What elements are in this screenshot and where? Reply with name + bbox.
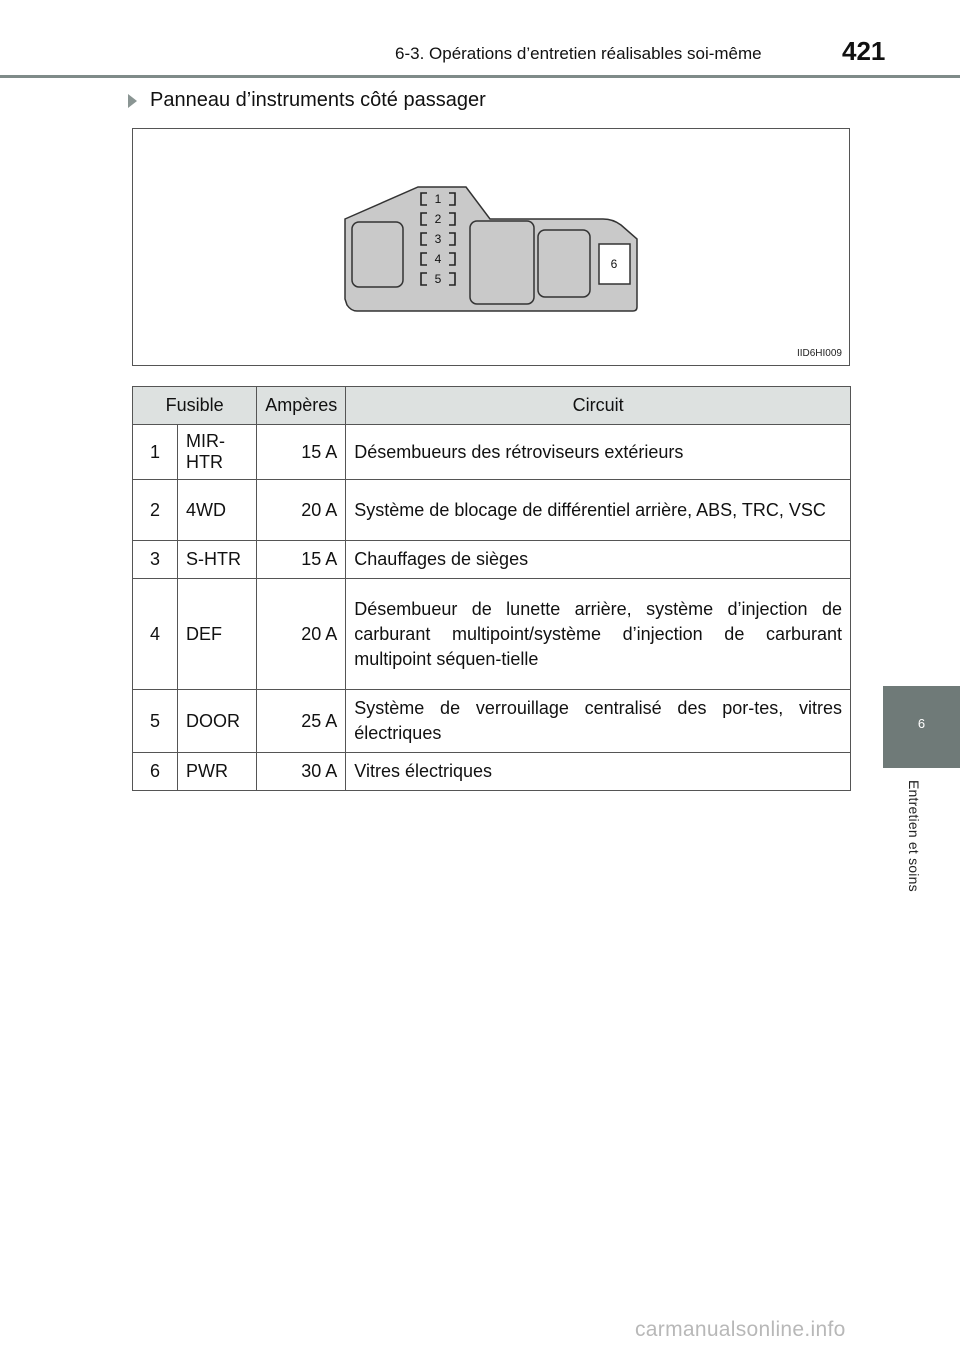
triangle-bullet-icon [128, 94, 137, 108]
table-row [133, 480, 851, 541]
section-heading-text: Panneau d’instruments côté passager [150, 89, 486, 111]
fuse-name: DOOR [178, 690, 257, 753]
fuse-label-5: 5 [434, 272, 442, 286]
chapter-label: Entretien et soins [906, 780, 922, 892]
fuse-amperage: 25 A [257, 690, 346, 753]
fuse-table [132, 386, 851, 791]
fuse-amperage: 20 A [257, 480, 346, 541]
fuse-box-figure [132, 128, 850, 366]
fuse-label-1: 1 [434, 192, 442, 206]
table-row [133, 690, 851, 753]
fuse-name: MIR-HTR [178, 425, 257, 480]
header-fusible: Fusible [133, 387, 257, 425]
header-amperes: Ampères [257, 387, 346, 425]
fuse-number: 6 [133, 753, 178, 791]
fuse-amperage: 15 A [257, 541, 346, 579]
fuse-amperage: 15 A [257, 425, 346, 480]
fuse-label-3: 3 [434, 232, 442, 246]
fuse-amperage: 30 A [257, 753, 346, 791]
table-row [133, 753, 851, 791]
fuse-number: 2 [133, 480, 178, 541]
table-row [133, 425, 851, 480]
fuse-number: 5 [133, 690, 178, 753]
page-number: 421 [842, 36, 886, 66]
fuse-name: S-HTR [178, 541, 257, 579]
watermark: carmanualsonline.info [635, 1318, 846, 1341]
relay-right [538, 230, 590, 297]
fuse-label-2: 2 [434, 212, 442, 226]
fuse-circuit: Chauffages de sièges [346, 541, 851, 579]
chapter-tab [883, 686, 960, 768]
table-row [133, 541, 851, 579]
header-circuit: Circuit [346, 387, 851, 425]
fuse-name: DEF [178, 579, 257, 690]
fuse-box-diagram [133, 129, 849, 365]
fuse-circuit: Vitres électriques [346, 753, 851, 791]
fuse-number: 1 [133, 425, 178, 480]
fuse-circuit: Système de blocage de différentiel arrière, ABS, TRC, VSC [346, 480, 851, 541]
fuse-number: 3 [133, 541, 178, 579]
fuse-circuit: Système de verrouillage centralisé des por-tes, vitres électriques [346, 690, 851, 753]
fuse-circuit: Désembueur de lunette arrière, système d’injection de carburant multipoint/système d’injection de carburant multipoint séquen-tielle [346, 579, 851, 690]
relay-middle [470, 221, 534, 304]
chapter-tab-number: 6 [917, 716, 926, 731]
fuse-label-6: 6 [610, 257, 618, 271]
header-rule [0, 75, 960, 78]
fuse-name: PWR [178, 753, 257, 791]
relay-left [352, 222, 403, 287]
fuse-amperage: 20 A [257, 579, 346, 690]
fuse-name: 4WD [178, 480, 257, 541]
figure-id: IID6HI009 [796, 348, 842, 359]
fuse-label-4: 4 [434, 252, 442, 266]
section-heading [128, 89, 486, 112]
running-header-section: 6-3. Opérations d’entretien réalisables soi-même [395, 44, 762, 63]
table-header-row [133, 387, 851, 425]
table-row [133, 579, 851, 690]
fuse-circuit: Désembueurs des rétroviseurs extérieurs [346, 425, 851, 480]
fuse-number: 4 [133, 579, 178, 690]
